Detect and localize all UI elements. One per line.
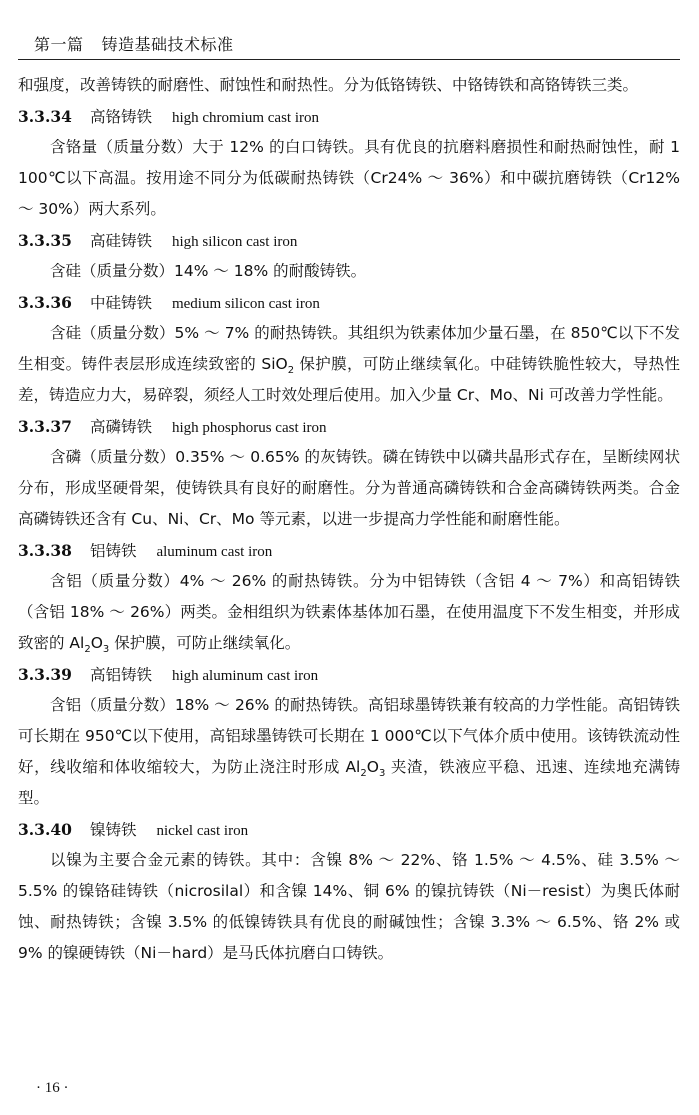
entry-term-en: medium silicon cast iron	[171, 296, 320, 312]
entry-heading	[18, 287, 680, 318]
entry-number: 3.3.39	[18, 665, 72, 684]
entry-number: 3.3.36	[18, 293, 72, 312]
entry-term-en: nickel cast iron	[156, 823, 249, 839]
definition-text: 含硅（质量分数）5% ～ 7% 的耐热铸铁。其组织为铁素体加少量石墨，在 850℃以下不发生相变。铸件表层形成连续致密的 SiO	[18, 324, 680, 373]
entry-definition: 含铬量（质量分数）大于 12% 的白口铸铁。具有优良的抗磨料磨损性和耐热耐蚀性，耐 1 100℃以下高温。按用途不同分为低碳耐热铸铁（Cr24% ～ 36%）和中碳抗磨铸铁（Cr12% ～ 30%）两大系列。	[18, 138, 680, 218]
part-label: 第一篇	[34, 35, 84, 54]
entry-number: 3.3.37	[18, 417, 72, 436]
entry-definition	[18, 566, 680, 659]
entry-term-zh: 中硅铸铁	[89, 294, 152, 312]
page-body	[18, 70, 680, 969]
entry-number: 3.3.38	[18, 541, 72, 560]
entry-term-zh: 高铬铸铁	[89, 108, 152, 126]
entry-term-en: aluminum cast iron	[156, 544, 273, 560]
entry-heading	[18, 225, 680, 256]
definition-text: 夹渣，铁液应平稳、迅速、连续地充满铸型。	[18, 758, 680, 807]
definition-text: O	[90, 634, 103, 652]
entry-heading	[18, 659, 680, 690]
entry-term-zh: 高硅铸铁	[89, 232, 152, 250]
definition-text: 含铝（质量分数）18% ～ 26% 的耐热铸铁。高铝球墨铸铁兼有较高的力学性能。高铝铸铁可长期在 950℃以下使用，高铝球墨铸铁可长期在 1 000℃以下气体介质中使用。该铸铁流动性好，线收缩和体收缩较大，为防止浇注时形成 Al	[18, 696, 680, 776]
entry-number: 3.3.34	[18, 107, 72, 126]
entry-term-en: high silicon cast iron	[171, 234, 298, 250]
entry-term-zh: 高磷铸铁	[89, 418, 152, 436]
subscript: 2	[360, 768, 367, 780]
subscript: 2	[84, 644, 91, 656]
entry-definition: 含磷（质量分数）0.35% ～ 0.65% 的灰铸铁。磷在铸铁中以磷共晶形式存在，呈断续网状分布，形成坚硬骨架，使铸铁具有良好的耐磨性。分为普通高磷铸铁和合金高磷铸铁两类。合金高磷铸铁还含有 Cu、Ni、Cr、Mo 等元素，以进一步提高力学性能和耐磨性能。	[18, 448, 680, 528]
entry-number: 3.3.40	[18, 820, 72, 839]
definition-text: O	[366, 758, 379, 776]
section-title: 铸造基础技术标准	[101, 35, 234, 54]
entry-term-en: high aluminum cast iron	[171, 668, 319, 684]
entry-definition	[18, 318, 680, 411]
definition-text: 保护膜，可防止继续氧化。	[109, 634, 301, 652]
entry-term-en: high phosphorus cast iron	[171, 420, 327, 436]
entry-term-zh: 铝铸铁	[89, 542, 137, 560]
entry-definition	[18, 690, 680, 814]
definition-text: 含铝（质量分数）4% ～ 26% 的耐热铸铁。分为中铝铸铁（含铝 4 ～ 7%）和高铝铸铁（含铝 18% ～ 26%）两类。金相组织为铁素体基体加石墨，在使用温度下不发生相变，并形成致密的 Al	[18, 572, 680, 652]
subscript: 3	[378, 768, 386, 780]
entry-number: 3.3.35	[18, 231, 72, 250]
entry-heading	[18, 535, 680, 566]
intro-paragraph: 和强度，改善铸铁的耐磨性、耐蚀性和耐热性。分为低铬铸铁、中铬铸铁和高铬铸铁三类。	[18, 76, 639, 94]
definition-text: 保护膜，可防止继续氧化。中硅铸铁脆性较大，导热性差，铸造应力大，易碎裂，须经人工时效处理后使用。加入少量 Cr、Mo、Ni 可改善力学性能。	[18, 355, 680, 404]
entry-definition: 以镍为主要合金元素的铸铁。其中：含镍 8% ～ 22%、铬 1.5% ～ 4.5%、硅 3.5% ～ 5.5% 的镍铬硅铸铁（nicrosilal）和含镍 14%、铜 6% 的镍抗铸铁（Ni－resist）为奥氏体耐蚀、耐热铸铁；含镍 3.5% 的低镍铸铁具有优良的耐碱蚀性；含镍 3.3% ～ 6.5%、铬 2% 或 9% 的镍硬铸铁（Ni－hard）是马氏体抗磨白口铸铁。	[18, 851, 680, 962]
page-number: · 16 ·	[36, 1080, 69, 1096]
subscript: 2	[287, 365, 295, 377]
entry-heading	[18, 101, 680, 132]
entry-term-zh: 高铝铸铁	[89, 666, 152, 684]
entry-term-en: high chromium cast iron	[171, 110, 320, 126]
entry-heading	[18, 411, 680, 442]
running-header	[34, 32, 234, 55]
entry-heading	[18, 814, 680, 845]
header-rule	[18, 59, 680, 60]
subscript: 3	[102, 644, 110, 656]
entry-definition: 含硅（质量分数）14% ～ 18% 的耐酸铸铁。	[50, 262, 367, 280]
entry-term-zh: 镍铸铁	[89, 821, 137, 839]
